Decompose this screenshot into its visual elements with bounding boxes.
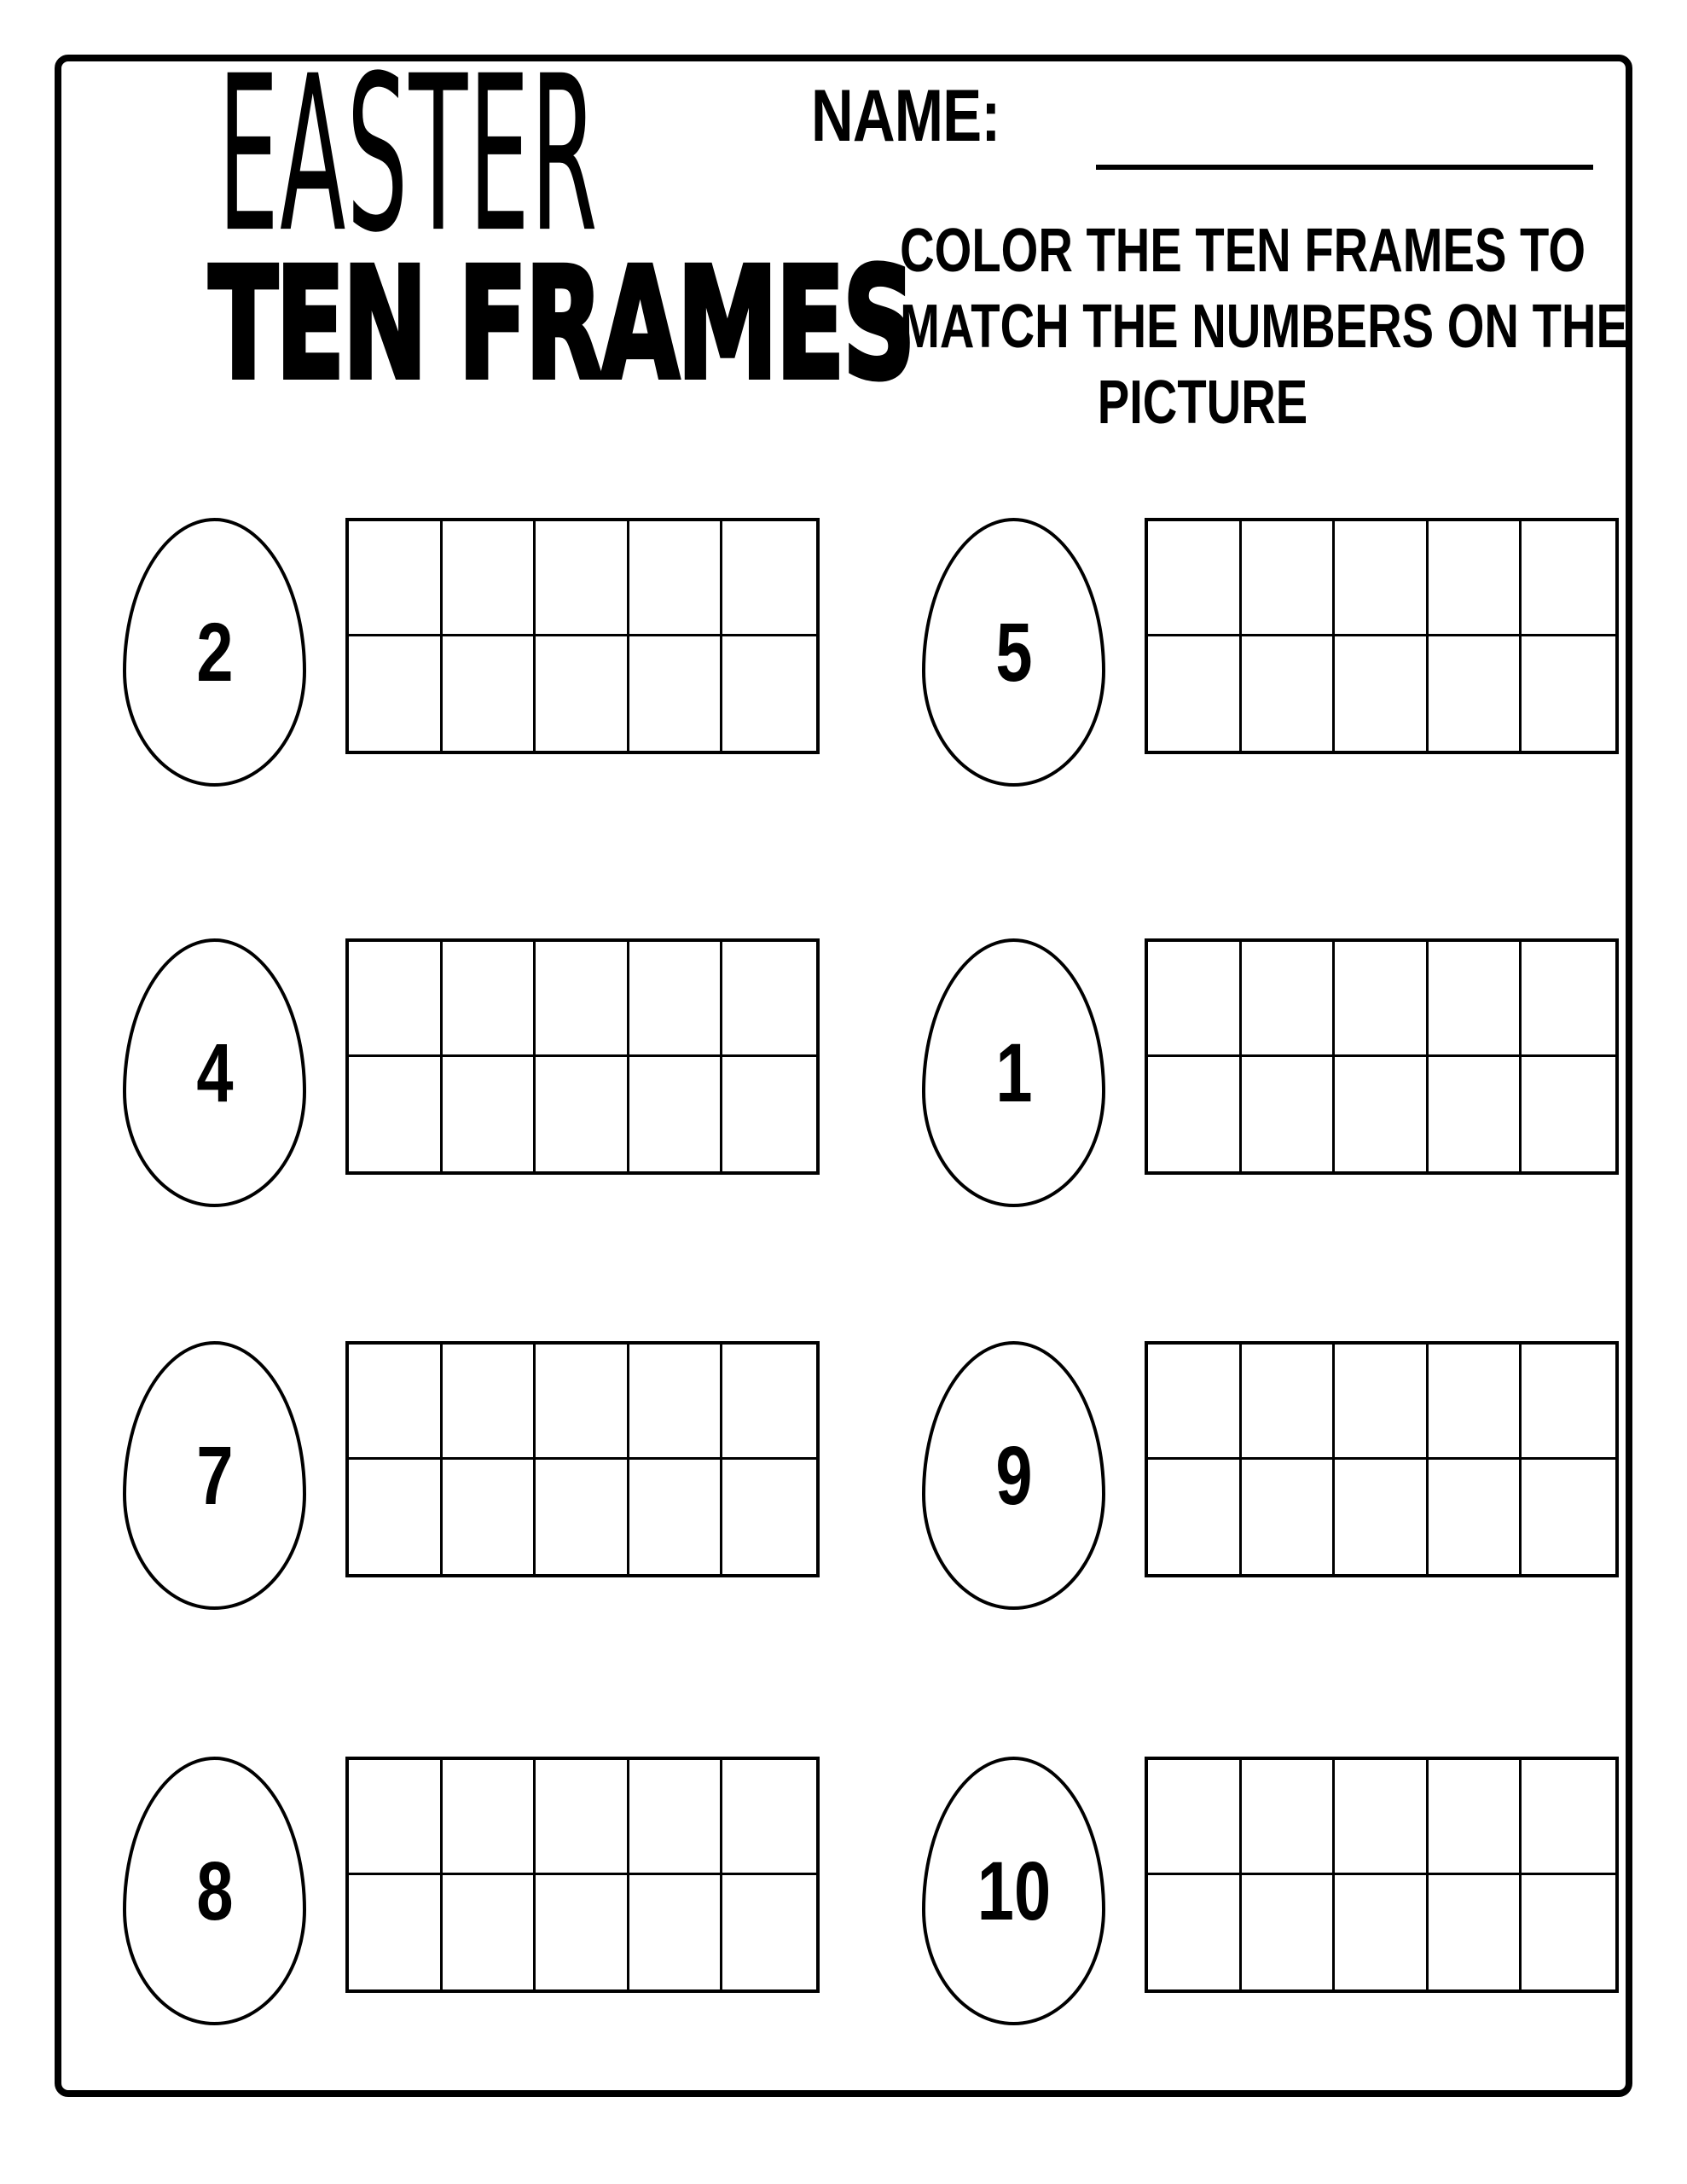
ten-frame-grid: [1145, 518, 1619, 754]
ten-frame-grid: [345, 1341, 820, 1577]
ten-frame-cell: [1335, 942, 1429, 1057]
ten-frame-cell: [1148, 636, 1242, 752]
ten-frame-cell: [1522, 942, 1615, 1057]
ten-frame-cell: [1429, 1057, 1522, 1172]
ten-frame-cell: [1242, 636, 1336, 752]
ten-frame-cell: [1335, 1057, 1429, 1172]
egg-number: 4: [195, 1026, 234, 1119]
ten-frame-cell: [1429, 942, 1522, 1057]
egg-frame-group: [123, 518, 820, 787]
ten-frame-cell: [349, 1460, 443, 1575]
ten-frame-cell: [1335, 1760, 1429, 1875]
ten-frame-cell: [443, 1760, 536, 1875]
ten-frame-cell: [1148, 1460, 1242, 1575]
ten-frame-cell: [1148, 1875, 1242, 1990]
ten-frame-cell: [536, 1760, 629, 1875]
ten-frame-cell: [1429, 1875, 1522, 1990]
egg-shape: [922, 1757, 1105, 2025]
ten-frame-cell: [349, 942, 443, 1057]
ten-frame-cell: [443, 636, 536, 752]
ten-frame-cell: [536, 1875, 629, 1990]
instruction-line-1: COLOR THE TEN FRAMES TO: [900, 217, 1586, 285]
ten-frame-cell: [629, 1460, 723, 1575]
ten-frame-cell: [536, 1057, 629, 1172]
ten-frame-cell: [443, 1875, 536, 1990]
ten-frame-grid: [1145, 938, 1619, 1175]
egg-number: 7: [195, 1429, 234, 1522]
ten-frame-cell: [1522, 636, 1615, 752]
egg-shape: [123, 938, 306, 1207]
ten-frame-cell: [629, 1345, 723, 1460]
ten-frame-cell: [629, 942, 723, 1057]
ten-frame-cell: [536, 521, 629, 636]
name-label: NAME:: [811, 75, 1000, 157]
ten-frame-cell: [722, 1760, 816, 1875]
ten-frame-grid: [1145, 1341, 1619, 1577]
egg-shape: [123, 518, 306, 787]
ten-frame-cell: [349, 1760, 443, 1875]
ten-frame-cell: [1242, 942, 1336, 1057]
title-easter-text: EASTER: [217, 29, 599, 281]
ten-frame-cell: [1522, 1057, 1615, 1172]
title-ten-frames-text: TEN FRAMES: [208, 235, 913, 414]
ten-frame-cell: [536, 1345, 629, 1460]
title-ten-frames: [27, 235, 913, 414]
egg-shape: [922, 1341, 1105, 1610]
ten-frame-cell: [1522, 1345, 1615, 1460]
ten-frame-cell: [349, 1875, 443, 1990]
ten-frame-cell: [722, 521, 816, 636]
ten-frame-cell: [722, 1460, 816, 1575]
ten-frame-cell: [1242, 1057, 1336, 1172]
ten-frame-cell: [536, 1460, 629, 1575]
ten-frame-cell: [443, 1057, 536, 1172]
ten-frame-cell: [629, 636, 723, 752]
ten-frame-cell: [1335, 1345, 1429, 1460]
ten-frame-cell: [536, 636, 629, 752]
ten-frame-cell: [1429, 636, 1522, 752]
ten-frame-grid: [1145, 1757, 1619, 1993]
ten-frame-cell: [722, 1345, 816, 1460]
ten-frame-cell: [629, 1875, 723, 1990]
egg-shape: [922, 938, 1105, 1207]
ten-frame-cell: [349, 1057, 443, 1172]
ten-frame-cell: [1429, 521, 1522, 636]
ten-frame-cell: [1335, 636, 1429, 752]
ten-frame-cell: [1242, 1875, 1336, 1990]
ten-frame-cell: [722, 942, 816, 1057]
ten-frame-cell: [443, 521, 536, 636]
ten-frame-cell: [1148, 1345, 1242, 1460]
ten-frame-cell: [1429, 1345, 1522, 1460]
ten-frame-cell: [722, 1875, 816, 1990]
ten-frame-cell: [1148, 1760, 1242, 1875]
ten-frame-grid: [345, 518, 820, 754]
egg-frame-group: [922, 1341, 1619, 1610]
egg-frame-group: [123, 1757, 820, 2025]
egg-number: 5: [994, 606, 1033, 699]
ten-frame-cell: [349, 1345, 443, 1460]
egg-frame-group: [922, 518, 1619, 787]
ten-frame-cell: [722, 1057, 816, 1172]
ten-frame-cell: [1242, 521, 1336, 636]
egg-frame-group: [123, 1341, 820, 1610]
name-blank-line: [1096, 165, 1593, 170]
ten-frame-cell: [1148, 521, 1242, 636]
ten-frame-cell: [1335, 521, 1429, 636]
ten-frame-cell: [1522, 1875, 1615, 1990]
ten-frame-cell: [629, 1760, 723, 1875]
ten-frame-cell: [349, 636, 443, 752]
ten-frame-cell: [1242, 1460, 1336, 1575]
egg-number: 8: [195, 1844, 234, 1937]
ten-frame-cell: [1522, 1760, 1615, 1875]
ten-frame-cell: [443, 942, 536, 1057]
egg-number: 2: [195, 606, 234, 699]
instructions: [900, 213, 1628, 441]
ten-frame-cell: [1522, 521, 1615, 636]
egg-shape: [123, 1341, 306, 1610]
ten-frame-cell: [722, 636, 816, 752]
ten-frame-cell: [1148, 942, 1242, 1057]
egg-number: 1: [994, 1026, 1033, 1119]
ten-frame-cell: [1242, 1345, 1336, 1460]
ten-frame-cell: [1335, 1460, 1429, 1575]
instruction-line-2: MATCH THE NUMBERS ON THE: [900, 293, 1628, 361]
ten-frame-cell: [629, 1057, 723, 1172]
egg-number: 9: [994, 1429, 1033, 1522]
ten-frame-cell: [443, 1460, 536, 1575]
ten-frame-cell: [1148, 1057, 1242, 1172]
ten-frame-cell: [443, 1345, 536, 1460]
ten-frame-cell: [1335, 1875, 1429, 1990]
ten-frame-cell: [629, 521, 723, 636]
instruction-line-3: PICTURE: [1097, 369, 1308, 437]
egg-frame-group: [922, 938, 1619, 1207]
ten-frame-cell: [1242, 1760, 1336, 1875]
ten-frame-cell: [349, 521, 443, 636]
ten-frame-cell: [1429, 1760, 1522, 1875]
ten-frame-cell: [1522, 1460, 1615, 1575]
ten-frame-grid: [345, 1757, 820, 1993]
egg-frame-group: [922, 1757, 1619, 2025]
egg-frame-group: [123, 938, 820, 1207]
ten-frame-grid: [345, 938, 820, 1175]
egg-shape: [922, 518, 1105, 787]
egg-number: 10: [977, 1844, 1051, 1937]
ten-frame-cell: [1429, 1460, 1522, 1575]
ten-frame-cell: [536, 942, 629, 1057]
egg-shape: [123, 1757, 306, 2025]
